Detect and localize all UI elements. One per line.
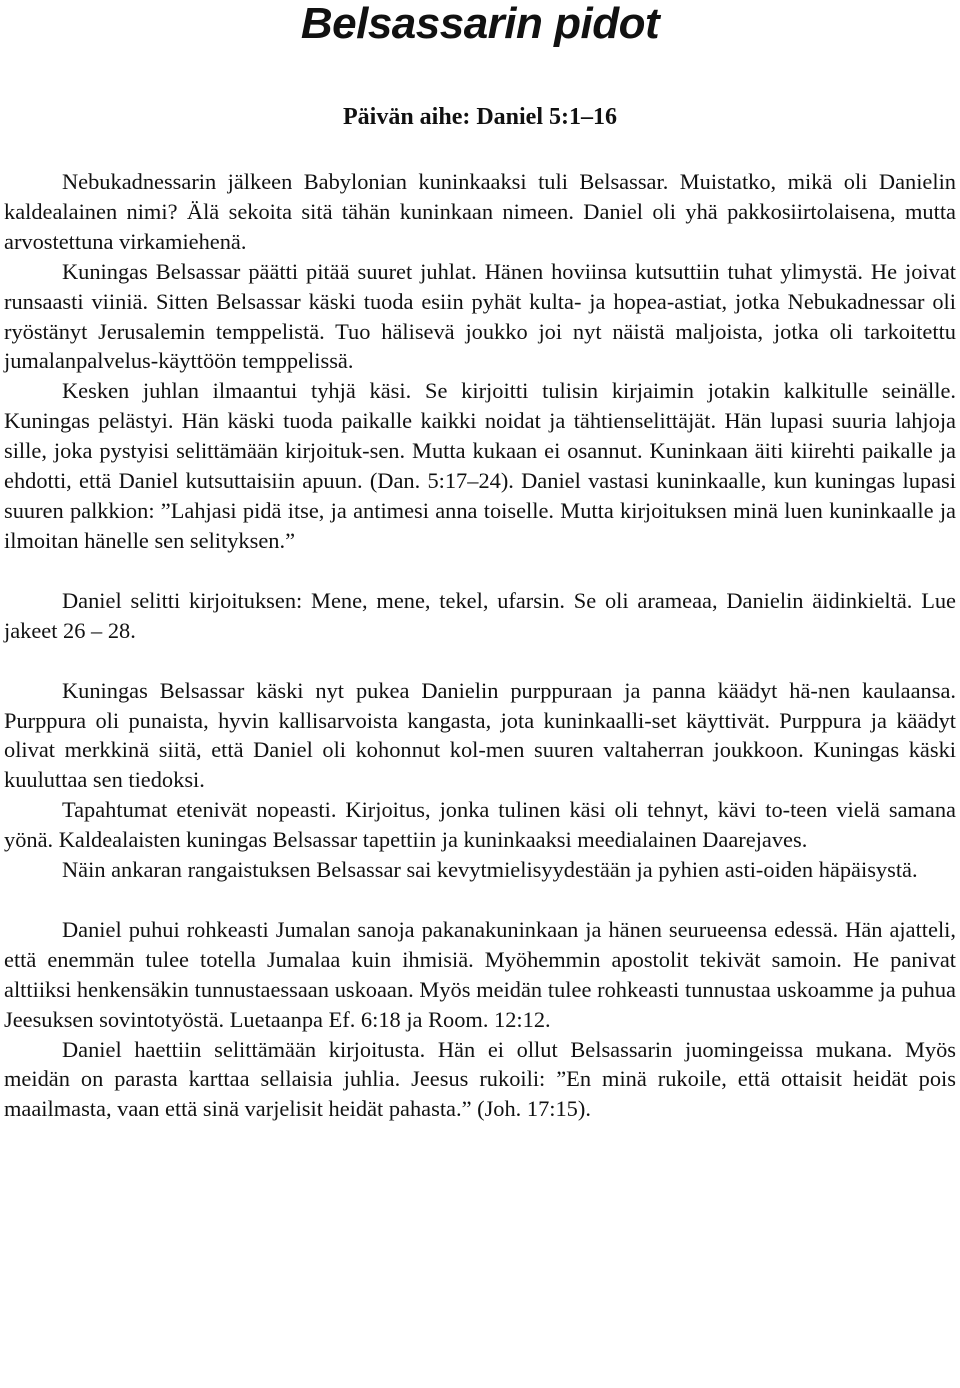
lesson-topic: Päivän aihe: Daniel 5:1–16 (343, 104, 617, 130)
paragraph: Daniel haettiin selittämään kirjoitusta. Hän ei ollut Belsassarin juomingeissa mukana. Myös meidän on parasta karttaa sellaisia juhlia. Jeesus rukoili: ”En minä rukoile, että ottaisit heidät pois maailmasta, vaan että sinä varjelisit heidät pahasta.” (Joh. 17:15). (4, 1036, 956, 1122)
paragraph: Daniel selitti kirjoituksen: Mene, mene, tekel, ufarsin. Se oli arameaa, Danielin äidinkieltä. Lue jakeet 26 – 28. (4, 587, 956, 643)
page-title: Belsassarin pidot (300, 0, 660, 48)
paragraph: Kuningas Belsassar päätti pitää suuret juhlat. Hänen hoviinsa kutsuttiin tuhat ylimystä. He joivat runsaasti viiniä. Sitten Belsassar käski tuoda esiin pyhät kulta- ja hopea-astiat, jotka Nebukadnessar oli ryöstänyt Jerusalemin temppelistä. Tuo hälisevä joukko joi nyt näistä maljoista, jotka oli tarkoitettu jumalanpalvelus-käyttöön temppelissä. (4, 258, 956, 374)
paragraph: Kesken juhlan ilmaantui tyhjä käsi. Se kirjoitti tulisin kirjaimin jotakin kalkitulle seinälle. Kuningas pelästyi. Hän käski tuoda paikalle kaikki noidat ja tähtienselittäjät. Hän lupasi suuria lahjoja sille, joka pystyisi selittämään kirjoituk-sen. Mutta kukaan ei osannut. Kuninkaan äiti kiirehti paikalle ja ehdotti, että Daniel kutsuttaisiin apuun. (Dan. 5:17–24). Daniel vastasi kuninkaalle, kun kuningas lupasi suuren palkkion: ”Lahjasi pidä itse, ja antimesi anna toiselle. Mutta kirjoituksen minä luen kuninkaalle ja ilmoitan hänelle sen selityksen.” (4, 378, 956, 553)
paragraph: Näin ankaran rangaistuksen Belsassar sai kevytmielisyydestään ja pyhien asti-oiden häpäisystä. (62, 857, 918, 883)
body-text (4, 167, 956, 1124)
paragraph: Nebukadnessarin jälkeen Babylonian kuninkaaksi tuli Belsassar. Muistatko, mikä oli Danielin kaldealainen nimi? Älä sekoita sitä tähän kuninkaan nimeen. Daniel oli yhä pakkosiirtolaisena, mutta arvostettuna virkamiehenä. (4, 169, 956, 254)
paragraph: Daniel puhui rohkeasti Jumalan sanoja pakanakuninkaan ja hänen seurueensa edessä. Hän ajatteli, että enemmän tulee totella Jumalaa kuin ihmisiä. Myöhemmin apostolit tekivät samoin. He panivat alttiiksi henkensäkin tunnustaessaan uskoaan. Myös meidän tulee rohkeasti tunnustaa uskoamme ja puhua Jeesuksen sovintotyöstä. Luetaanpa Ef. 6:18 ja Room. 12:12. (4, 916, 956, 1032)
paragraph: Kuningas Belsassar käski nyt pukea Danielin purppuraan ja panna käädyt hä-nen kaulaansa. Purppura oli punaista, hyvin kallisarvoista kangasta, jota kuninkaalli-set käyttivät. Purppura ja käädyt olivat merkkinä siitä, että Daniel oli kohonnut kol-men suuren valtaherran joukkoon. Kuningas käski kuuluttaa sen tiedoksi. (4, 677, 956, 793)
paragraph: Tapahtumat etenivät nopeasti. Kirjoitus, jonka tulinen käsi oli tehnyt, kävi to-teen vielä samana yönä. Kaldealaisten kuningas Belsassar tapettiin ja kuninkaaksi meedialainen Daarejaves. (4, 797, 956, 853)
